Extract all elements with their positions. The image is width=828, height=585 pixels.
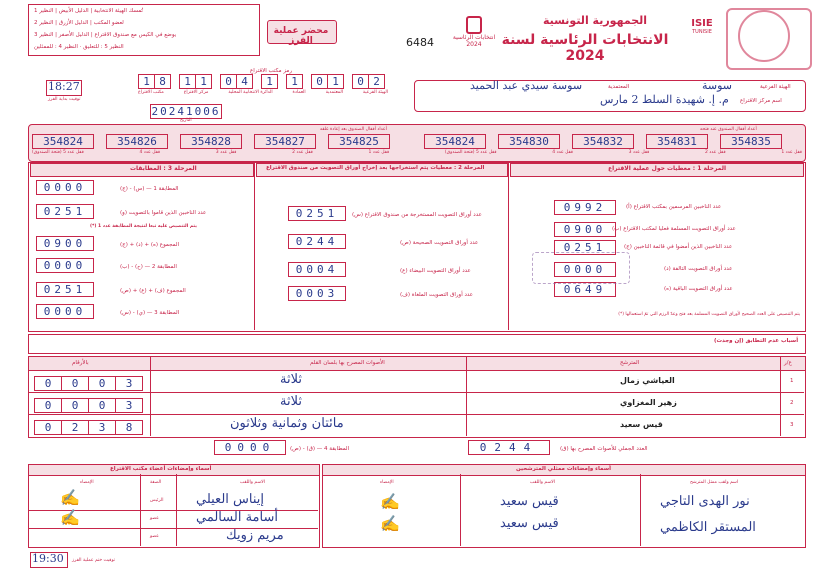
- divider: [780, 356, 781, 436]
- rep-2-candidate: المستقر الكاظمي: [660, 520, 756, 535]
- mismatch-label: أسباب عدم التطابق (إن وجدت): [714, 338, 799, 344]
- member-1-name: إيناس العيلي: [196, 492, 265, 507]
- election-logo: انتخابات الرئاسية 2024: [452, 16, 496, 48]
- divider: [254, 162, 255, 330]
- divider: [28, 392, 804, 393]
- stage3-row-5: (ص) + (ع) + (ف) المجموع: [120, 288, 186, 294]
- center-label: اسم مركز الاقتراع: [740, 98, 782, 104]
- results-head-candidate: المترشح: [620, 360, 640, 366]
- round-stamp: [738, 10, 790, 62]
- open-seals: 354824 354830 354832 354831 354835: [424, 134, 782, 149]
- result-row-1-num: 1: [790, 378, 794, 384]
- center-value: م. إ. شهيدة السلط 2 مارس: [600, 93, 729, 106]
- rep-1-name: قيس سعيد: [500, 494, 559, 509]
- stage1-row-e-value: 0649: [554, 282, 616, 297]
- divider: [508, 162, 509, 330]
- purple-stamp: [532, 252, 630, 284]
- rep-2-name: قيس سعيد: [500, 516, 559, 531]
- legend-row-3: يوضع في الكيس مع صندوق الاقتراع | الدليل الأصفر | النظير 3: [34, 32, 177, 38]
- stage3-row-6: (س) - (ي) — المطابقة 3: [120, 310, 180, 316]
- divider: [466, 356, 467, 436]
- member-2-role: عضو: [150, 516, 159, 521]
- stage1-row-d-label: عدد أوراق التصويت التالفة (د): [664, 266, 733, 272]
- check4-value: 0000: [214, 440, 286, 455]
- date-label: التاريخ: [180, 118, 192, 123]
- stage3-row-5-value: 0251: [36, 282, 94, 297]
- isie-logo: ISIE TUNISIE: [691, 18, 713, 35]
- reps-head-name: الاسم واللقب: [530, 480, 555, 485]
- end-time-value: 19:30: [32, 552, 64, 565]
- total-label: العدد الجملي للأصوات المصرح بها (ق): [560, 446, 648, 452]
- stage3-row-3: (ج) + (د) + (ه) المجموع: [120, 242, 180, 248]
- result-row-1-name: العياشي زمال: [620, 376, 675, 385]
- stage3-note: (*) يتم التنصيص عليه تبعا لنتيجة المطابقة عدد 1: [90, 224, 197, 229]
- election-title: الانتخابات الرئاسية لسنة 2024: [501, 32, 669, 64]
- rep-2-sign: ✍: [380, 514, 400, 533]
- stage3-title: المرحلة 3 : المطابقات: [130, 165, 197, 172]
- office-code-label: رمز مكتب الاقتراع: [250, 68, 292, 74]
- close-seals: 354824 354826 354828 354827 354825: [32, 134, 390, 149]
- member-1-role: الرئيس: [150, 498, 164, 503]
- end-time-label: توقيت ختم عملية الفرز: [72, 558, 116, 563]
- stage2-row-ain-label: عدد أوراق التصويت البيضاء (ع): [400, 268, 471, 274]
- rep-1-candidate: نور الهدى التاجي: [660, 494, 750, 509]
- member-2-name: أسامة السالمي: [196, 510, 278, 525]
- members-title: أسماء وإمضاءات أعضاء مكتب الاقتراع: [110, 466, 212, 472]
- reps-title: أسماء وإمضاءات ممثلي المترشحين: [516, 466, 612, 472]
- office-code-field-labels: مكتب الاقتراع مركز الاقتراع الدائرة الانتخابية المحلية العمادة المعتمدية الهيئة الفرعية: [138, 90, 388, 95]
- stage1-title: المرحلة 1 : معطيات حول عملية الاقتراع: [608, 165, 727, 172]
- region-label: الهيئة الفرعية: [760, 84, 791, 90]
- reps-head-sign: الإمضاء: [380, 480, 394, 485]
- stage2-title: المرحلة 2 : معطيات يتم استخراجها بعد إخراج أوراق التصويت من صندوق الاقتراع: [266, 165, 485, 171]
- delegation-label: المعتمدية: [608, 84, 630, 90]
- stage3-row-3-value: 0900: [36, 236, 94, 251]
- divider: [640, 474, 641, 546]
- stage1-row-b-value: 0900: [554, 222, 616, 237]
- start-time-value: 18:27: [48, 80, 80, 93]
- members-head-role: الصفة: [150, 480, 162, 485]
- seals-open-label: أعداد أقفال الصندوق عند فتحه: [700, 127, 757, 132]
- reps-head-candidate: اسم ولقب ممثل المترشح: [690, 480, 739, 485]
- member-3-role: عضو: [150, 534, 159, 539]
- office-code-digits: 1 8 1 1 0 4 1 1 0 1 0 2: [138, 74, 385, 89]
- stage1-row-e-label: عدد أوراق التصويت الباقية (ه): [664, 286, 733, 292]
- member-3-name: مريم زويك: [226, 528, 284, 543]
- divider: [28, 414, 804, 415]
- stage2-row-s-label: عدد أوراق التصويت المستخرجة من صندوق الاقتراع (س): [352, 212, 482, 218]
- form-number: 6484: [406, 36, 434, 49]
- stage3-row-4: (ب) - (ح) — المطابقة 2: [120, 264, 177, 270]
- delegation-value: سوسة سيدي عبد الحميد: [470, 79, 583, 92]
- legend-row-1: تُمسك الهيئة الانتخابية | الدليل الأبيض | النظير 1: [34, 8, 143, 14]
- stage1-row-c-value: 0251: [554, 240, 616, 255]
- stage3-row-2: (و) عدد الناخبين الذين قاموا بالتصويت: [120, 210, 207, 216]
- members-head-name: الاسم واللقب: [240, 480, 265, 485]
- stage1-row-c-label: عدد الناخبين الذين أمضوا في قائمة الناخبين (ج): [624, 244, 733, 250]
- stage1-note: (*) يتم التنصيص على العدد الصحيح لأوراق التصويت المسلمة بعد فتح وعدّ الرزم التي تمّ استعمالها: [618, 312, 800, 317]
- member-2-sign: ✍: [60, 508, 80, 527]
- result-row-2-num: 2: [790, 400, 794, 406]
- republic-title: الجمهورية التونسية: [542, 14, 648, 27]
- result-row-2-digits: 0 0 0 3: [34, 398, 143, 413]
- result-row-3-words: مائتان وثمانية وثلاثون: [230, 416, 344, 431]
- results-body: [28, 370, 806, 438]
- mismatch-box: [28, 334, 806, 354]
- seals-close-label: أعداد أقفال الصندوق بعد إعادة غلقه: [320, 127, 387, 132]
- rep-1-sign: ✍: [380, 492, 400, 511]
- stage2-row-fa-value: 0003: [288, 286, 346, 301]
- stage1-row-a-label: عدد الناخبين المرسمين بمكتب الاقتراع (أ): [626, 204, 722, 210]
- results-head-num: ع/ر: [784, 360, 792, 366]
- form-title: محضر عملية الفرز: [273, 26, 329, 46]
- stage2-row-fa-label: عدد أوراق التصويت الملغاة (ف): [400, 292, 474, 298]
- member-1-sign: ✍: [60, 488, 80, 507]
- stage3-row-1: (ج) - (س) — المطابقة 1: [120, 186, 179, 192]
- divider: [460, 474, 461, 546]
- stage2-row-ain-value: 0004: [288, 262, 346, 277]
- total-value: 0244: [468, 440, 550, 455]
- stage1-row-b-label: عدد أوراق التصويت المسلمة فعليا لمكتب الاقتراع (ب): [612, 226, 736, 232]
- stage2-row-s-value: 0251: [288, 206, 346, 221]
- result-row-3-name: قيس سعيد: [620, 420, 663, 429]
- start-time-label: توقيت بداية الفرز: [48, 97, 81, 102]
- result-row-1-words: ثلاثة: [280, 372, 302, 387]
- divider: [150, 356, 151, 436]
- stage3-row-4-value: 0000: [36, 258, 94, 273]
- results-head-words: الأصوات المصرح بها بلسان القلم: [310, 360, 385, 366]
- stage3-row-6-value: 0000: [36, 304, 94, 319]
- stage2-row-sad-value: 0244: [288, 234, 346, 249]
- members-head-sign: الإمضاء: [80, 480, 94, 485]
- result-row-1-digits: 0 0 0 3: [34, 376, 143, 391]
- check4-label: (ص) - (ق) — المطابقة 4: [290, 446, 350, 452]
- results-head-digits: بالأرقام: [72, 360, 89, 366]
- result-row-2-words: ثلاثة: [280, 394, 302, 409]
- stage1-row-d-value: 0000: [554, 262, 616, 277]
- result-row-2-name: زهير المغزاوي: [620, 398, 677, 407]
- region-value: سوسة: [702, 79, 733, 92]
- stage3-row-2-value: 0251: [36, 204, 94, 219]
- date-digits: 20241006: [151, 105, 221, 118]
- result-row-3-digits: 0 2 3 8: [34, 420, 143, 435]
- stage2-row-sad-label: عدد أوراق التصويت الصحيحة (ص): [400, 240, 479, 246]
- legend-row-2: لعضو المكتب | الدليل الأزرق | النظير 2: [34, 20, 124, 26]
- result-row-3-num: 3: [790, 422, 794, 428]
- stage1-row-a-value: 0992: [554, 200, 616, 215]
- stage3-row-1-value: 0000: [36, 180, 94, 195]
- seal-labels: قفل عدد 5 (فتحة الصندوق) قفل عدد 4 قفل عدد 3 قفل عدد 2 قفل عدد 1 قفل عدد 5 (فتحة الصندوق) قفل عدد 4 قفل عدد 3 قفل عدد 2 قفل عدد 1: [32, 150, 802, 155]
- legend-footer: النظير 5 : للتعليق · النظير 4 : للممثلين: [34, 44, 124, 50]
